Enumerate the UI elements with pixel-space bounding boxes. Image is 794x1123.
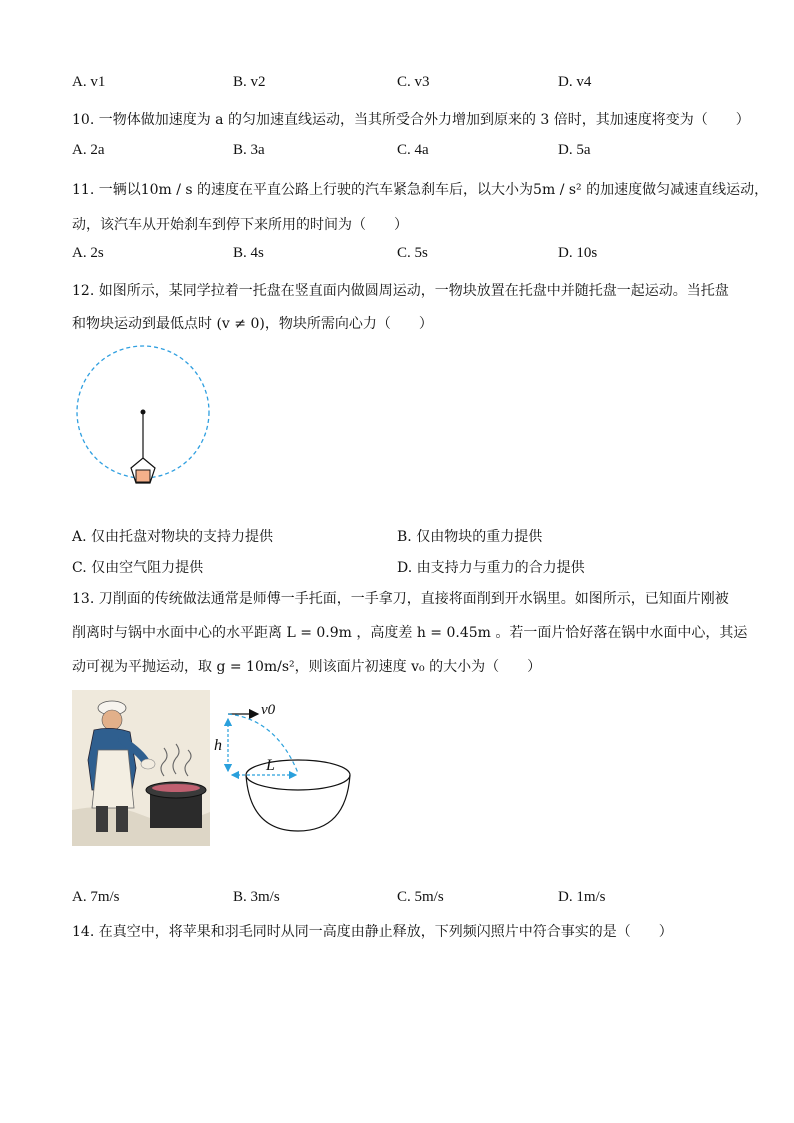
q10-option-d: D. 5a	[558, 142, 591, 158]
label-h: h	[214, 737, 222, 754]
q10-option-a: A. 2a	[72, 142, 105, 158]
q10-option-c: C. 4a	[397, 142, 429, 158]
q9-option-b: B. v2	[233, 74, 266, 90]
bowl-rim	[246, 760, 350, 790]
q13-stem-line3: 动可视为平抛运动，取 g = 10m/s²，则该面片初速度 v₀ 的大小为（ ）	[72, 659, 542, 675]
q11-stem-line2: 动，该汽车从开始刹车到停下来所用的时间为（ ）	[72, 217, 408, 233]
chef-illustration	[72, 690, 210, 846]
q9-option-a: A. v1	[72, 74, 106, 90]
q9-option-d: D. v4	[558, 74, 592, 90]
q13-option-b: B. 3m/s	[233, 889, 280, 905]
q13-option-a: A. 7m/s	[72, 889, 120, 905]
q12-stem-line1: 12. 如图所示，某同学拉着一托盘在竖直面内做圆周运动，一物块放置在托盘中并随托盘一起运动。当托盘	[72, 283, 729, 299]
q13-stem-line2: 削离时与锅中水面中心的水平距离 L = 0.9m ，高度差 h = 0.45m 。若一面片恰好落在锅中水面中心，其运	[72, 625, 748, 641]
q11-option-a: A. 2s	[72, 245, 104, 261]
q9-option-c: C. v3	[397, 74, 430, 90]
q12-option-c: C. 仅由空气阻力提供	[72, 560, 204, 576]
bowl-body	[246, 775, 350, 831]
projectile-diagram	[210, 695, 360, 835]
q11-option-d: D. 10s	[558, 245, 598, 261]
q11-option-b: B. 4s	[233, 245, 264, 261]
q13-option-d: D. 1m/s	[558, 889, 606, 905]
block-shape	[136, 470, 150, 482]
q11-option-c: C. 5s	[397, 245, 428, 261]
label-v0: v0	[261, 702, 276, 718]
label-l: L	[266, 757, 275, 774]
q12-stem-line2: 和物块运动到最低点时 (v ≠ 0)，物块所需向心力（ ）	[72, 316, 433, 332]
q11-stem-line1: 11. 一辆以10m / s 的速度在平直公路上行驶的汽车紧急刹车后，以大小为5m / s² 的加速度做匀减速直线运动，	[72, 182, 769, 198]
q12-option-a: A. 仅由托盘对物块的支持力提供	[72, 529, 274, 545]
q14-stem: 14. 在真空中，将苹果和羽毛同时从同一高度由静止释放，下列频闪照片中符合事实的是（ ）	[72, 924, 673, 940]
q10-stem: 10. 一物体做加速度为 a 的匀加速直线运动，当其所受合外力增加到原来的 3 倍时，其加速度将变为（ ）	[72, 112, 750, 128]
q13-stem-line1: 13. 刀削面的传统做法通常是师傅一手托面，一手拿刀，直接将面削到开水锅里。如图所示，已知面片刚被	[72, 591, 729, 607]
q13-option-c: C. 5m/s	[397, 889, 444, 905]
q12-circular-motion-figure	[70, 340, 220, 490]
q12-option-b: B. 仅由物块的重力提供	[397, 529, 543, 545]
q12-option-d: D. 由支持力与重力的合力提供	[397, 560, 585, 576]
q10-option-b: B. 3a	[233, 142, 265, 158]
